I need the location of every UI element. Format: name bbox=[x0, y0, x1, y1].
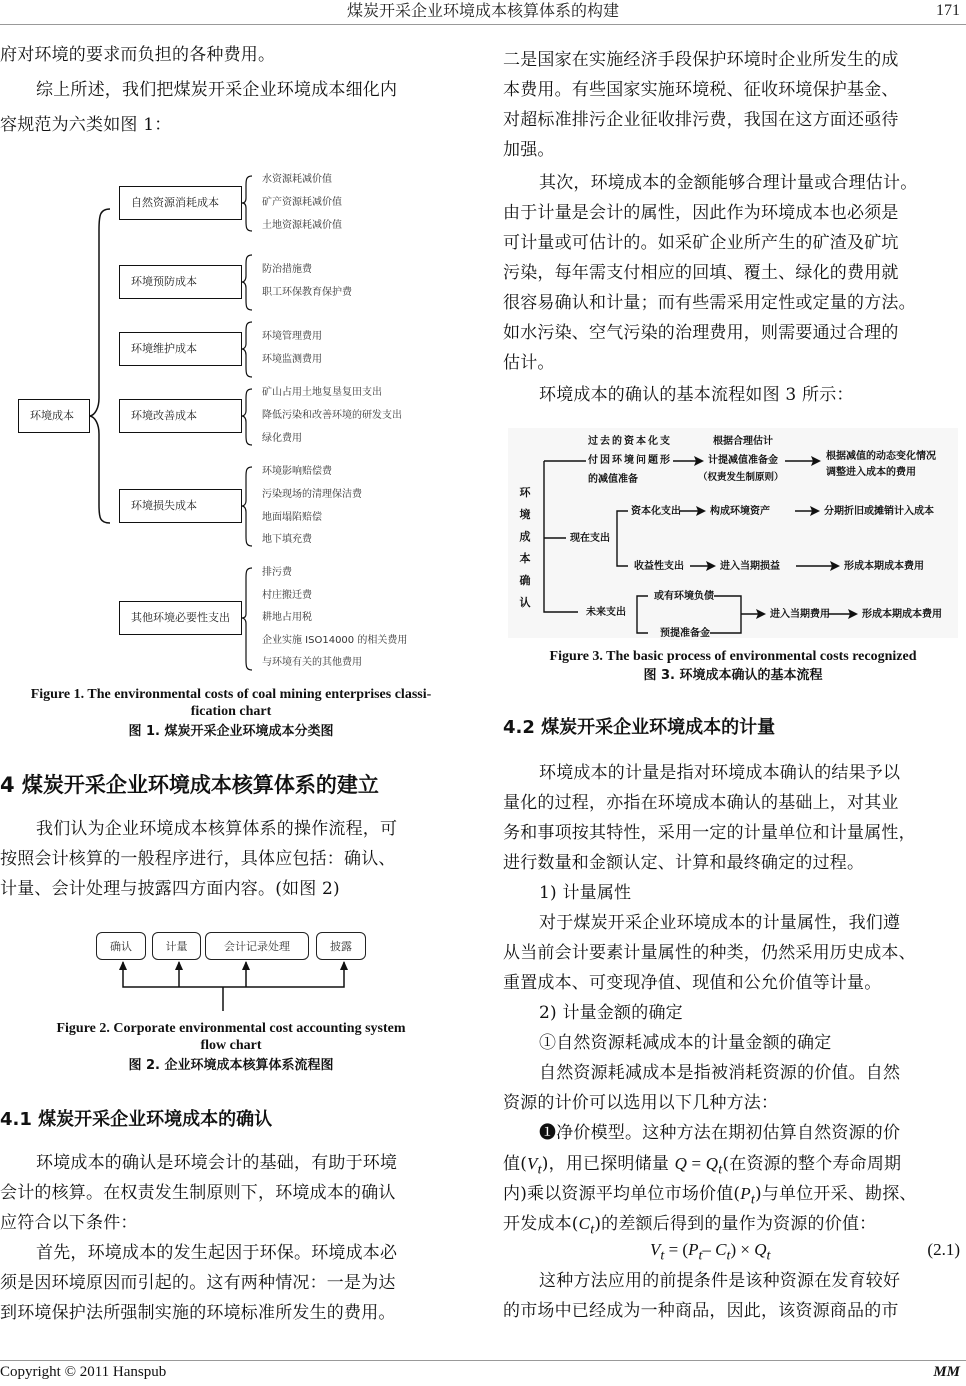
figure-3-recognition-flow bbox=[508, 428, 958, 638]
subheading: 1) 计量属性 bbox=[539, 883, 632, 903]
category-node: 环境预防成本 bbox=[119, 265, 242, 299]
category-item: 与环境有关的其他费用 bbox=[262, 657, 362, 668]
future-node: 未来支出 bbox=[586, 607, 626, 618]
category-item: 环境监测费用 bbox=[262, 354, 322, 365]
category-item: 企业实施 ISO14000 的相关费用 bbox=[262, 635, 408, 646]
paragraph: 务和事项按其特性，采用一定的计量单位和计量属性， bbox=[503, 823, 916, 843]
past-step2-line: 根据减值的动态变化情况 bbox=[826, 451, 936, 462]
category-item: 土地资源耗减价值 bbox=[262, 220, 342, 231]
section-4-2-heading: 4.2 煤炭开采企业环境成本的计量 bbox=[503, 717, 776, 738]
category-node: 其他环境必要性支出 bbox=[119, 601, 242, 635]
paragraph: 的市场中已经成为一种商品，因此，该资源商品的市 bbox=[503, 1301, 899, 1321]
past-node-line: 付因环境问题形 bbox=[588, 455, 672, 466]
paragraph: 可计量或可估计的。如采矿企业所产生的矿渣及矿坑 bbox=[503, 233, 899, 253]
text-run: )的差额后得到的量作为资源的价值： bbox=[594, 1214, 877, 1234]
paragraph: 对于煤炭开采企业环境成本的计量属性，我们遵 bbox=[539, 913, 901, 933]
future-a-node: 或有环境负债 bbox=[654, 591, 714, 602]
paragraph: 污染，每年需支付相应的回填、覆土、绿化的费用就 bbox=[503, 263, 899, 283]
text-run: )与单位开采、勘探、 bbox=[755, 1184, 917, 1204]
category-node: 环境损失成本 bbox=[119, 489, 242, 523]
text-run: 开发成本( bbox=[503, 1214, 579, 1234]
category-item: 降低污染和改善环境的研发支出 bbox=[262, 410, 402, 421]
paragraph: 应符合以下条件： bbox=[0, 1213, 138, 1233]
figure-2-caption-en-line1: Figure 2. Corporate environmental cost accounting system bbox=[56, 1021, 406, 1036]
present-cap-step2: 分期折旧或摊销计入成本 bbox=[824, 506, 934, 517]
category-item: 绿化费用 bbox=[262, 433, 302, 444]
section-4-heading: 4 煤炭开采企业环境成本核算体系的建立 bbox=[0, 773, 379, 797]
paragraph: 综上所述，我们把煤炭开采企业环境成本细化内 bbox=[36, 80, 398, 100]
category-node: 自然资源消耗成本 bbox=[119, 186, 242, 220]
category-item: 污染现场的清理保洁费 bbox=[262, 489, 362, 500]
paragraph: 由于计量是会计的属性，因此作为环境成本也必须是 bbox=[503, 203, 899, 223]
equation-2-1: $V_t = (P_t-$ $C_t) \times Q_t$ bbox=[650, 1240, 771, 1264]
category-item: 环境管理费用 bbox=[262, 331, 322, 342]
category-item: 村庄搬迁费 bbox=[262, 590, 312, 601]
category-node: 环境改善成本 bbox=[119, 399, 242, 433]
figure-2-caption-cn: 图 2. 企业环境成本核算体系流程图 bbox=[128, 1058, 334, 1073]
paragraph: 容规范为六类如图 1： bbox=[0, 115, 172, 135]
past-step1-line: （权责发生制原则） bbox=[698, 472, 784, 483]
figure-3-caption-en: Figure 3. The basic process of environmental costs recognized bbox=[549, 649, 917, 664]
page-number: 171 bbox=[936, 2, 960, 19]
figure-2-arrows bbox=[0, 925, 480, 1015]
chart-root-node: 环境成本 bbox=[18, 399, 90, 433]
root-char: 境 bbox=[519, 508, 531, 521]
paragraph: 自然资源耗减成本是指被消耗资源的价值。自然 bbox=[539, 1063, 901, 1083]
flow-box: 确认 bbox=[96, 932, 146, 960]
paragraph: 如水污染、空气污染的治理费用，则需要通过合理的 bbox=[503, 323, 899, 343]
root-char: 环 bbox=[519, 486, 531, 499]
root-char: 成 bbox=[519, 530, 531, 543]
paragraph: 二是国家在实施经济手段保护环境时企业所发生的成 bbox=[503, 50, 899, 70]
figure-2-flow-chart bbox=[0, 925, 480, 1015]
paragraph: 须是因环境原因而引起的。这有两种情况：一是为达 bbox=[0, 1273, 396, 1293]
present-rev-node: 收益性支出 bbox=[634, 561, 684, 572]
text-run: 内)乘以资源平均单位市场价值( bbox=[503, 1184, 741, 1204]
paragraph: 内)乘以资源平均单位市场价值$(P_t)$与单位开采、勘探、 bbox=[503, 1184, 917, 1208]
footer-rule bbox=[0, 1360, 966, 1361]
category-item: 矿山占用土地复垦复田支出 bbox=[262, 387, 382, 398]
category-item: 矿产资源耗减价值 bbox=[262, 197, 342, 208]
paragraph: 开发成本$(C_t)$的差额后得到的量作为资源的价值： bbox=[503, 1214, 877, 1238]
past-node-line: 的减值准备 bbox=[588, 474, 638, 485]
paragraph: 按照会计核算的一般程序进行，具体应包括：确认、 bbox=[0, 849, 396, 869]
paragraph: 对超标准排污企业征收排污费，我国在这方面还亟待 bbox=[503, 110, 899, 130]
paragraph: 量化的过程，亦指在环境成本确认的基础上，对其业 bbox=[503, 793, 899, 813]
category-item: 排污费 bbox=[262, 567, 292, 578]
paragraph: 这种方法应用的前提条件是该种资源在发育较好 bbox=[539, 1271, 901, 1291]
paragraph: 其次，环境成本的金额能够合理计量或合理估计。 bbox=[539, 173, 918, 193]
category-item: 职工环保教育保护费 bbox=[262, 287, 352, 298]
copyright: Copyright © 2011 Hanspub bbox=[0, 1364, 167, 1380]
past-step1-line: 计提减值准备金 bbox=[708, 455, 778, 466]
category-item: 耕地占用税 bbox=[262, 612, 312, 623]
category-item: 环境影响赔偿费 bbox=[262, 466, 332, 477]
paragraph: 重置成本、可变现净值、现值和公允价值等计量。 bbox=[503, 973, 882, 993]
present-node: 现在支出 bbox=[570, 533, 610, 544]
future-b-node: 预提准备金 bbox=[660, 628, 710, 639]
header-rule bbox=[0, 24, 966, 25]
paragraph: 值$(V_t)$，用已探明储量 $Q = Q_t$(在资源的整个寿命周期 bbox=[503, 1154, 902, 1178]
root-char: 认 bbox=[519, 596, 531, 609]
paragraph: 首先，环境成本的发生起因于环保。环境成本必 bbox=[36, 1243, 398, 1263]
paragraph: 很容易确认和计量；而有些需采用定性或定量的方法。 bbox=[503, 293, 916, 313]
category-node: 环境维护成本 bbox=[119, 332, 242, 366]
future-step2: 形成本期成本费用 bbox=[862, 609, 942, 620]
figure-1-caption-en-line2: fication chart bbox=[190, 704, 272, 719]
past-step1-line: 根据合理估计 bbox=[713, 436, 773, 447]
paragraph: 进行数量和金额认定、计算和最终确定的过程。 bbox=[503, 853, 865, 873]
present-rev-step1: 进入当期损益 bbox=[720, 561, 780, 572]
paragraph: 从当前会计要素计量属性的种类，仍然采用历史成本、 bbox=[503, 943, 916, 963]
paragraph: 环境成本的计量是指对环境成本确认的结果予以 bbox=[539, 763, 901, 783]
flow-box: 披露 bbox=[316, 932, 366, 960]
category-item: 防治措施费 bbox=[262, 264, 312, 275]
root-vertical-label bbox=[518, 482, 532, 614]
paragraph: 资源的计价可以选用以下几种方法： bbox=[503, 1093, 779, 1113]
subheading: ①自然资源耗减成本的计量金额的确定 bbox=[539, 1033, 832, 1053]
flow-box: 计量 bbox=[152, 932, 201, 960]
paragraph: 环境成本的确认是环境会计的基础，有助于环境 bbox=[36, 1153, 398, 1173]
root-char: 本 bbox=[519, 552, 531, 565]
present-rev-step2: 形成本期成本费用 bbox=[844, 561, 924, 572]
figure-1-caption-cn: 图 1. 煤炭开采企业环境成本分类图 bbox=[128, 724, 334, 739]
paragraph: 到环境保护法所强制实施的环境标准所发生的费用。 bbox=[0, 1303, 396, 1323]
paragraph: 环境成本的确认的基本流程如图 3 所示： bbox=[539, 385, 854, 405]
past-step2-line: 调整进入成本的费用 bbox=[826, 467, 916, 478]
category-item: 地下填充费 bbox=[262, 534, 312, 545]
category-item: 地面塌陷赔偿 bbox=[262, 512, 322, 523]
paragraph: 加强。 bbox=[503, 140, 555, 160]
journal-abbrev: MM bbox=[933, 1364, 960, 1380]
text-run: 值( bbox=[503, 1154, 528, 1174]
paragraph: ❶净价模型。这种方法在期初估算自然资源的价 bbox=[539, 1123, 901, 1143]
paragraph: 会计的核算。在权责发生制原则下，环境成本的确认 bbox=[0, 1183, 396, 1203]
category-item: 水资源耗减价值 bbox=[262, 174, 332, 185]
figure-1-classification-chart bbox=[0, 160, 480, 680]
past-node-line: 过去的资本化支 bbox=[588, 436, 672, 447]
root-char: 确 bbox=[519, 574, 531, 587]
subheading: 2) 计量金额的确定 bbox=[539, 1003, 683, 1023]
present-cap-step1: 构成环境资产 bbox=[710, 506, 770, 517]
paragraph: 计量、会计处理与披露四方面内容。(如图 2) bbox=[0, 879, 340, 899]
present-cap-node: 资本化支出 bbox=[631, 506, 681, 517]
text-run: (在资源的整个寿命周期 bbox=[722, 1154, 902, 1174]
text-run: )，用已探明储量 bbox=[541, 1154, 675, 1174]
paragraph: 府对环境的要求而负担的各种费用。 bbox=[0, 45, 276, 65]
equation-number: (2.1) bbox=[927, 1240, 960, 1259]
paragraph: 我们认为企业环境成本核算体系的操作流程，可 bbox=[36, 819, 398, 839]
figure-1-caption-en-line1: Figure 1. The environmental costs of coal mining enterprises classi- bbox=[30, 687, 432, 702]
paragraph: 估计。 bbox=[503, 353, 555, 373]
running-title: 煤炭开采企业环境成本核算体系的构建 bbox=[346, 1, 619, 20]
figure-3-caption-cn: 图 3. 环境成本确认的基本流程 bbox=[643, 668, 823, 683]
flow-box: 会计记录处理 bbox=[205, 932, 309, 960]
future-step1: 进入当期费用 bbox=[770, 609, 830, 620]
figure-2-caption-en-line2: flow chart bbox=[200, 1038, 262, 1053]
section-4-1-heading: 4.1 煤炭开采企业环境成本的确认 bbox=[0, 1109, 273, 1130]
paragraph: 本费用。有些国家实施环境税、征收环境保护基金、 bbox=[503, 80, 899, 100]
